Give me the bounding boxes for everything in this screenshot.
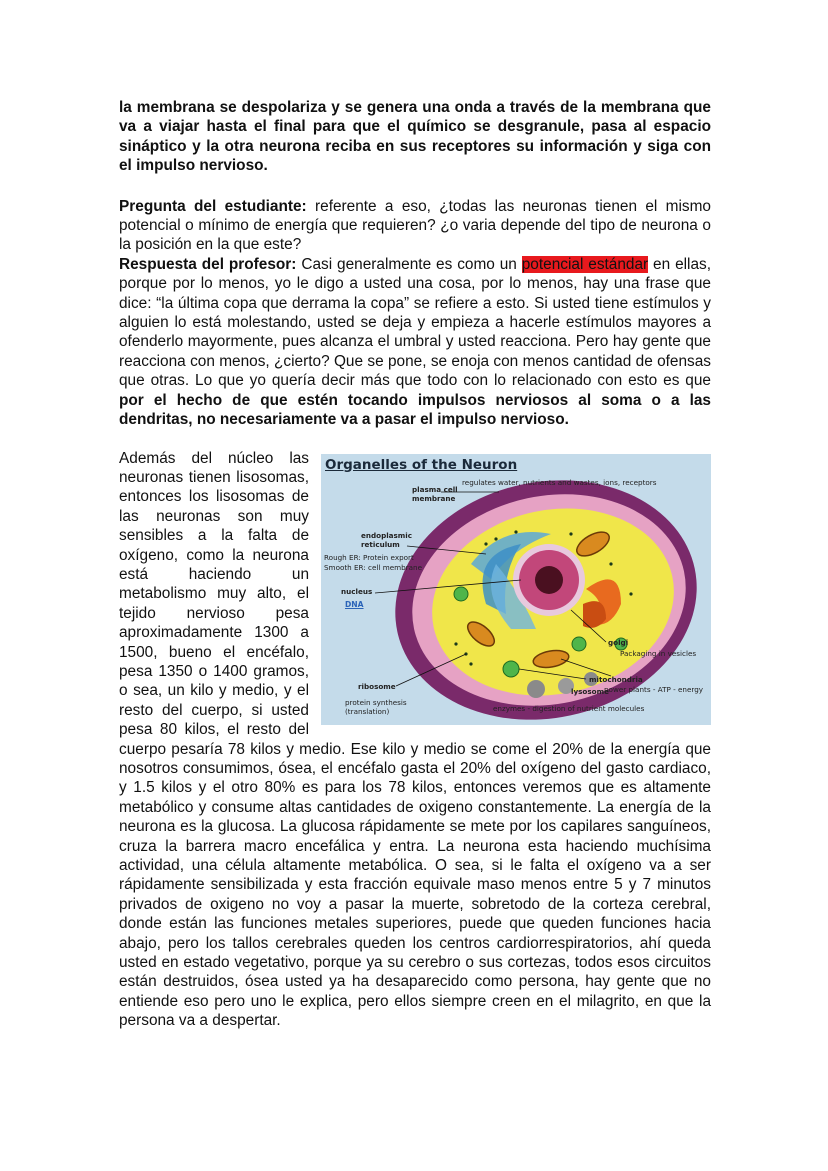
label-nucleus: nucleus — [341, 586, 373, 596]
label-golgi: golgi — [608, 637, 629, 647]
label-packaging: Packaging in vesicles — [620, 648, 697, 658]
answer-text-after: en ellas, porque por lo menos, yo le digo a usted una cosa, por lo menos, hay una frase que dice: “la última copa que derrama la copa” se refiere a esto. Si usted tiene estímulos y alguien lo está molestando, usted se deja y empieza a hacerle estímulos mayores a ofenderlo mayormente, pues alcanza el umbral y usted reacciona. Pero hay gente que reacciona con menos, ¿cierto? Que se pone, se enoja con menos cantidad de ofensas que otras. Lo que yo quería decir más que todo con lo relacionado con esto es que — [119, 255, 712, 390]
neuron-organelles-figure — [321, 454, 711, 725]
label-protein-2: (translation) — [345, 706, 390, 716]
label-dna: DNA — [345, 599, 364, 609]
document-page — [119, 98, 711, 1031]
label-er-1: endoplasmic — [361, 530, 413, 540]
answer-label: Respuesta del profesor: — [119, 255, 297, 273]
label-power: power plants - ATP - energy — [604, 684, 704, 694]
label-regulates: regulates water, nutrients and wastes, ions, receptors — [462, 477, 657, 487]
question-text: referente a eso, ¿todas las neuronas tienen el mismo potencial o mínimo de energía que requieren? ¿o varia depende del tipo de neurona o la posición en la que este? — [119, 197, 711, 254]
lysosome-1 — [503, 661, 519, 677]
label-smooth-er: Smooth ER: cell membrane — [324, 562, 423, 572]
label-protein-1: protein synthesis — [345, 697, 407, 707]
label-er-2: reticulum — [361, 539, 400, 549]
professor-answer — [119, 255, 711, 430]
body-paragraph: Además del núcleo las neuronas tienen lisosomas, entonces los lisosomas de las neuronas son muy sensibles a la falta de oxígeno, como la neurona está haciendo un metabolismo muy alto, el tejido nervioso pesa aproximadamente 1300 a 1500, bueno el encéfalo, pesa 1350 o 1400 gramos, o sea, un kilo y medio, y el resto del cuerpo, si usted pesa 80 kilos, el resto del cuerpo pesaría 78 kilos y medio. Ese kilo y medio se come el 20% de la energía que nosotros consumimos, ósea, el encéfalo gasta el 20% del oxígeno del gasto cardiaco, y 1.5 kilos y el otro 80% es para los 78 kilos, entonces veremos que es altamente metabólico y consume altas cantidades de oxigeno constantemente. La energía de la neurona es la glucosa. La glucosa rápidamente se mete por los capilares sanguíneos, cruza la barrera macro encefálica y entra. La neurona esta haciendo muchísima actividad, una célula altamente metabólica. O sea, si le falta el oxígeno va a ser rápidamente sensibilizada y esta fracción equivale maso menos entre 5 y 7 minutos privados de oxigeno no voy a pasar la muerte, sobretodo de la corteza cerebral, donde están las funciones metales superiores, puede que queden funciones hacia abajo, pero los tallos cerebrales queden los centros cardiorrespiratorios, ahí queda usted en estado vegetativo, porque ya su cerebro o sus cortezas, todos esos circuitos están destruidos, ósea usted ya ha desaparecido como persona, hay gente que no entiende eso pero uno le explica, pero ellos siempre creen en el milagrito, en que la persona va a despertar. — [119, 449, 711, 1030]
highlighted-term: potencial estándar — [521, 255, 649, 273]
label-ribosome: ribosome — [358, 681, 396, 691]
body-section — [119, 449, 711, 1031]
label-lysosome: lysosome — [571, 686, 609, 696]
question-label: Pregunta del estudiante: — [119, 197, 307, 215]
lysosome-2 — [572, 637, 586, 651]
label-plasma-1: plasma cell — [412, 484, 458, 494]
answer-bold-conclusion: por el hecho de que estén tocando impulsos nerviosos al soma o a las dendritas, no necesariamente va a pasar el impulso nervioso. — [119, 391, 711, 429]
label-mitochondria: mitochondria — [589, 674, 643, 684]
student-question — [119, 197, 711, 255]
label-enzymes: enzymes - digestion of nutrient molecules — [493, 703, 645, 713]
answer-text-before: Casi generalmente es como un — [296, 255, 522, 273]
figure-title: Organelles of the Neuron — [325, 456, 518, 473]
label-rough-er: Rough ER: Protein export — [324, 552, 414, 562]
vesicle-1 — [527, 680, 545, 698]
label-plasma-2: membrane — [412, 493, 456, 503]
lysosome-3 — [454, 587, 468, 601]
intro-paragraph: la membrana se despolariza y se genera una onda a través de la membrana que va a viajar hasta el final para que el químico se desgranule, pasa al espacio sináptico y la otra neurona reciba en sus receptores su información y siga con el impulso nervioso. — [119, 99, 711, 175]
nucleolus-shape — [535, 566, 563, 594]
